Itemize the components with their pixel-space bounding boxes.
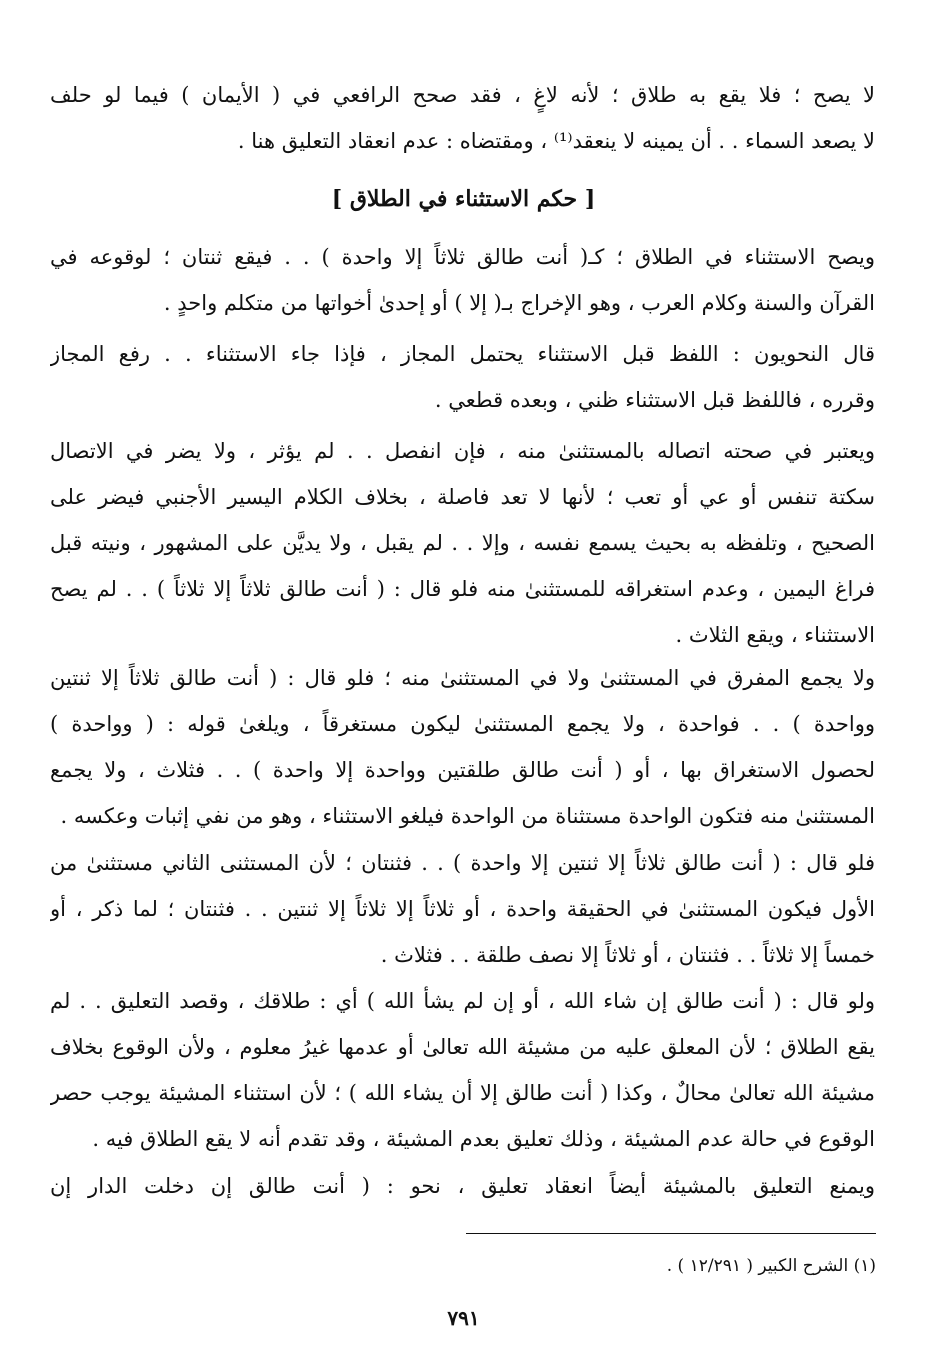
text-line: ولا يجمع المفرق في المستثنىٰ ولا في المستثنىٰ منه ؛ فلو قال : ( أنت طالق ثلاثاً إلا ثنتين [50,666,875,690]
text-line: لا يصعد السماء . . أن يمينه لا ينعقد⁽¹⁾ ، ومقتضاه : عدم انعقاد التعليق هنا . [237,129,875,153]
text-line: خمساً إلا ثلاثاً . . فثنتان ، أو ثلاثاً إلا نصف طلقة . . فثلاث . [380,943,875,967]
paragraph [50,1163,875,1209]
text-line: القرآن والسنة وكلام العرب ، وهو الإخراج بـ( إلا ) أو إحدىٰ أخواتها من متكلم واحدٍ . [163,291,875,315]
text-line: لا يصح ؛ فلا يقع به طلاق ؛ لأنه لاغٍ ، فقد صحح الرافعي في ( الأيمان ) فيما لو حلف [50,83,875,107]
section-heading: [ حكم الاستثناء في الطلاق ] [331,186,596,212]
page-number: ٧٩١ [447,1306,480,1330]
footnote: (١) الشرح الكبير ( ١٢/٢٩١ ) . [666,1256,876,1276]
text-line: المستثنىٰ منه فتكون الواحدة مستثناة من الواحدة فيلغو الاستثناء ، وهو من نفي إثبات وعكسه . [60,804,875,828]
text-line: قال النحويون : اللفظ قبل الاستثناء يحتمل المجاز ، فإذا جاء الاستثناء . . رفع المجاز [50,342,875,366]
text-line: الصحيح ، وتلفظه به بحيث يسمع نفسه ، وإلا . . لم يقبل ، ولا يديَّن على المشهور ، ونيته قبل [50,531,875,555]
paragraph [50,978,875,1162]
text-line: يقع الطلاق ؛ لأن المعلق عليه من مشيئة الله تعالىٰ أو عدمها غيرُ معلوم ، ولأن الوقوع بخلاف [50,1035,875,1059]
text-line: فلو قال : ( أنت طالق ثلاثاً إلا ثنتين إلا واحدة ) . . فثنتان ؛ لأن المستثنى الثاني مستثنىٰ من [50,851,875,875]
paragraph [50,331,875,423]
paragraph [50,234,875,326]
text-line: الأول فيكون المستثنىٰ في الحقيقة واحدة ، أو ثلاثاً إلا ثلاثاً إلا ثنتين . . فثنتان ؛ لما ذكر ، أو [50,897,875,921]
paragraph [50,655,875,839]
text-line: وقرره ، فاللفظ قبل الاستثناء ظني ، وبعده قطعي . [434,388,875,412]
text-line: مشيئة الله تعالىٰ محالٌ ، وكذا ( أنت طالق إلا أن يشاء الله ) ؛ لأن استثناء المشيئة يوجب حصر [50,1081,875,1105]
text-line: فراغ اليمين ، وعدم استغراقه للمستثنىٰ منه فلو قال : ( أنت طالق ثلاثاً إلا ثلاثاً ) . . لم يصح [50,577,875,601]
paragraph [50,72,875,164]
text-line: ويعتبر في صحته اتصاله بالمستثنىٰ منه ، فإن انفصل . . لم يؤثر ، ولا يضر في الاتصال [50,439,875,463]
text-line: لحصول الاستغراق بها ، أو ( أنت طالق طلقتين وواحدة إلا واحدة ) . . فثلاث ، ولا يجمع [50,758,875,782]
paragraph [50,840,875,978]
footnote-rule [466,1233,876,1234]
text-line: ويصح الاستثناء في الطلاق ؛ كـ( أنت طالق ثلاثاً إلا واحدة ) . . فيقع ثنتان ؛ لوقوعه في [50,245,875,269]
text-line: سكتة تنفس أو عي أو تعب ؛ لأنها لا تعد فاصلة ، بخلاف الكلام اليسير الأجنبي فيضر على [50,485,875,509]
text-line: الوقوع في حالة عدم المشيئة ، وذلك تعليق بعدم المشيئة ، وقد تقدم أنه لا يقع الطلاق فيه . [92,1127,875,1151]
text-line: الاستثناء ، ويقع الثلاث . [675,623,875,647]
text-line: وواحدة ) . . فواحدة ، ولا يجمع المستثنىٰ ليكون مستغرقاً ، ويلغىٰ قوله : ( وواحدة ) [50,712,875,736]
paragraph [50,428,875,658]
text-line: ولو قال : ( أنت طالق إن شاء الله ، أو إن لم يشأ الله ) أي : طلاقك ، وقصد التعليق . . لم [50,989,875,1013]
text-line: ويمنع التعليق بالمشيئة أيضاً انعقاد تعليق ، نحو : ( أنت طالق إن دخلت الدار إن [50,1174,875,1198]
